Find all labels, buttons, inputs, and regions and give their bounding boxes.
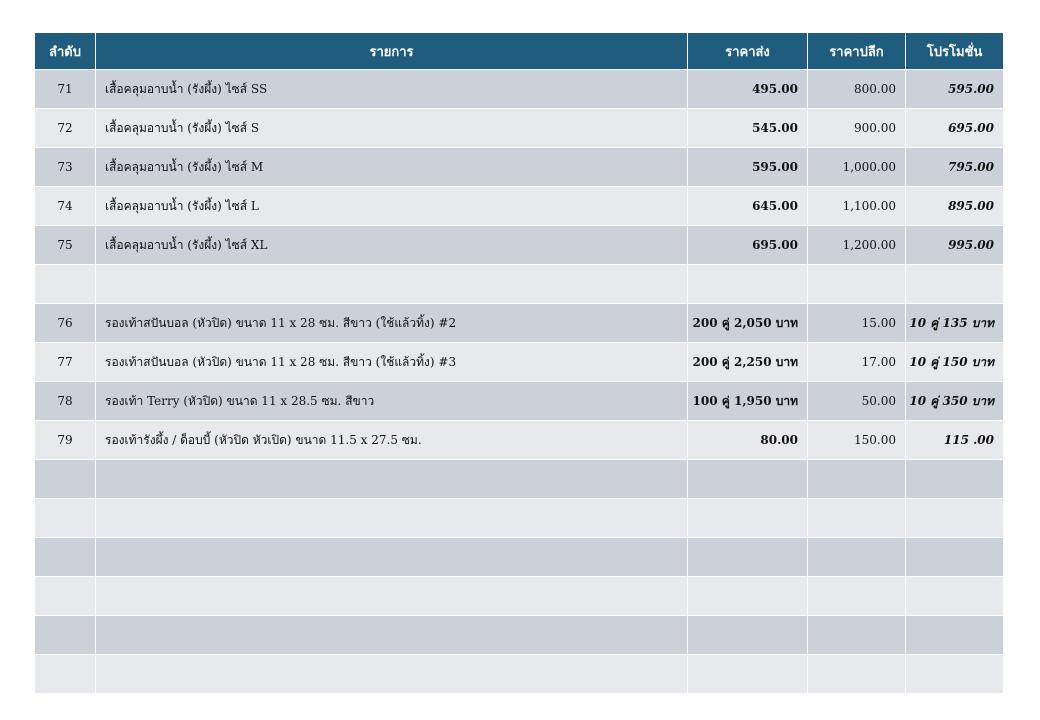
table-row — [35, 421, 1004, 460]
cell-promo — [906, 616, 1004, 655]
cell-no: 79 — [35, 421, 96, 460]
cell-retail — [808, 655, 906, 694]
cell-name: เสื้อคลุมอาบน้ำ (รังผึ้ง) ไซส์ L — [96, 187, 688, 226]
table-row — [35, 577, 1004, 616]
cell-name — [96, 460, 688, 499]
cell-no: 75 — [35, 226, 96, 265]
cell-no: 76 — [35, 304, 96, 343]
cell-wholesale: 200 คู่ 2,050 บาท — [688, 304, 808, 343]
cell-wholesale — [688, 499, 808, 538]
cell-promo: 10 คู่ 350 บาท — [906, 382, 1004, 421]
table-body — [35, 70, 1004, 694]
table-row — [35, 148, 1004, 187]
cell-wholesale: 695.00 — [688, 226, 808, 265]
table-row — [35, 538, 1004, 577]
cell-name: เสื้อคลุมอาบน้ำ (รังผึ้ง) ไซส์ S — [96, 109, 688, 148]
table-row — [35, 655, 1004, 694]
cell-retail: 1,200.00 — [808, 226, 906, 265]
cell-name: รองเท้าสปันบอล (หัวปิด) ขนาด 11 x 28 ซม. สีขาว (ใช้แล้วทิ้ง) #2 — [96, 304, 688, 343]
cell-wholesale — [688, 265, 808, 304]
table-row — [35, 616, 1004, 655]
cell-no: 71 — [35, 70, 96, 109]
cell-promo — [906, 499, 1004, 538]
cell-promo: 995.00 — [906, 226, 1004, 265]
cell-name — [96, 499, 688, 538]
cell-wholesale: 200 คู่ 2,250 บาท — [688, 343, 808, 382]
cell-promo: 695.00 — [906, 109, 1004, 148]
cell-wholesale: 80.00 — [688, 421, 808, 460]
cell-name — [96, 577, 688, 616]
cell-no — [35, 460, 96, 499]
header-name: รายการ — [96, 33, 688, 70]
cell-wholesale — [688, 655, 808, 694]
header-promo: โปรโมชั่น — [906, 33, 1004, 70]
cell-wholesale — [688, 577, 808, 616]
cell-no: 78 — [35, 382, 96, 421]
table-row — [35, 382, 1004, 421]
cell-retail — [808, 577, 906, 616]
cell-promo — [906, 577, 1004, 616]
cell-retail: 800.00 — [808, 70, 906, 109]
cell-name: รองเท้ารังผึ้ง / ด็อบบี้ (หัวปิด หัวเปิด) ขนาด 11.5 x 27.5 ซม. — [96, 421, 688, 460]
cell-no — [35, 577, 96, 616]
cell-wholesale — [688, 460, 808, 499]
cell-wholesale: 100 คู่ 1,950 บาท — [688, 382, 808, 421]
header-no: ลำดับ — [35, 33, 96, 70]
table-row — [35, 226, 1004, 265]
cell-name — [96, 655, 688, 694]
cell-promo: 595.00 — [906, 70, 1004, 109]
table-row — [35, 187, 1004, 226]
cell-promo: 895.00 — [906, 187, 1004, 226]
cell-retail: 900.00 — [808, 109, 906, 148]
cell-promo: 10 คู่ 150 บาท — [906, 343, 1004, 382]
cell-name: เสื้อคลุมอาบน้ำ (รังผึ้ง) ไซส์ M — [96, 148, 688, 187]
cell-retail: 15.00 — [808, 304, 906, 343]
cell-no — [35, 499, 96, 538]
cell-retail: 17.00 — [808, 343, 906, 382]
cell-promo — [906, 460, 1004, 499]
cell-wholesale: 645.00 — [688, 187, 808, 226]
cell-name — [96, 538, 688, 577]
table-row — [35, 460, 1004, 499]
cell-retail — [808, 460, 906, 499]
cell-name: เสื้อคลุมอาบน้ำ (รังผึ้ง) ไซส์ SS — [96, 70, 688, 109]
cell-promo: 795.00 — [906, 148, 1004, 187]
table-row — [35, 265, 1004, 304]
cell-retail: 1,100.00 — [808, 187, 906, 226]
cell-no — [35, 616, 96, 655]
cell-no — [35, 655, 96, 694]
cell-name: รองเท้าสปันบอล (หัวปิด) ขนาด 11 x 28 ซม. สีขาว (ใช้แล้วทิ้ง) #3 — [96, 343, 688, 382]
cell-wholesale — [688, 538, 808, 577]
cell-no: 77 — [35, 343, 96, 382]
cell-no: 74 — [35, 187, 96, 226]
header-row — [35, 33, 1004, 70]
table-row — [35, 499, 1004, 538]
header-retail: ราคาปลีก — [808, 33, 906, 70]
cell-name: เสื้อคลุมอาบน้ำ (รังผึ้ง) ไซส์ XL — [96, 226, 688, 265]
cell-retail: 1,000.00 — [808, 148, 906, 187]
cell-no — [35, 538, 96, 577]
cell-wholesale: 495.00 — [688, 70, 808, 109]
cell-promo: 10 คู่ 135 บาท — [906, 304, 1004, 343]
cell-retail — [808, 616, 906, 655]
price-table — [34, 32, 1004, 694]
cell-promo — [906, 265, 1004, 304]
table-row — [35, 70, 1004, 109]
cell-retail — [808, 265, 906, 304]
cell-retail: 50.00 — [808, 382, 906, 421]
cell-promo: 115 .00 — [906, 421, 1004, 460]
cell-promo — [906, 538, 1004, 577]
cell-no — [35, 265, 96, 304]
cell-promo — [906, 655, 1004, 694]
cell-name: รองเท้า Terry (หัวปิด) ขนาด 11 x 28.5 ซม. สีขาว — [96, 382, 688, 421]
cell-name — [96, 616, 688, 655]
cell-retail — [808, 538, 906, 577]
cell-no: 72 — [35, 109, 96, 148]
table-row — [35, 304, 1004, 343]
cell-retail — [808, 499, 906, 538]
cell-wholesale: 545.00 — [688, 109, 808, 148]
table-row — [35, 109, 1004, 148]
cell-wholesale — [688, 616, 808, 655]
cell-no: 73 — [35, 148, 96, 187]
header-wholesale: ราคาส่ง — [688, 33, 808, 70]
table-row — [35, 343, 1004, 382]
cell-wholesale: 595.00 — [688, 148, 808, 187]
cell-name — [96, 265, 688, 304]
cell-retail: 150.00 — [808, 421, 906, 460]
